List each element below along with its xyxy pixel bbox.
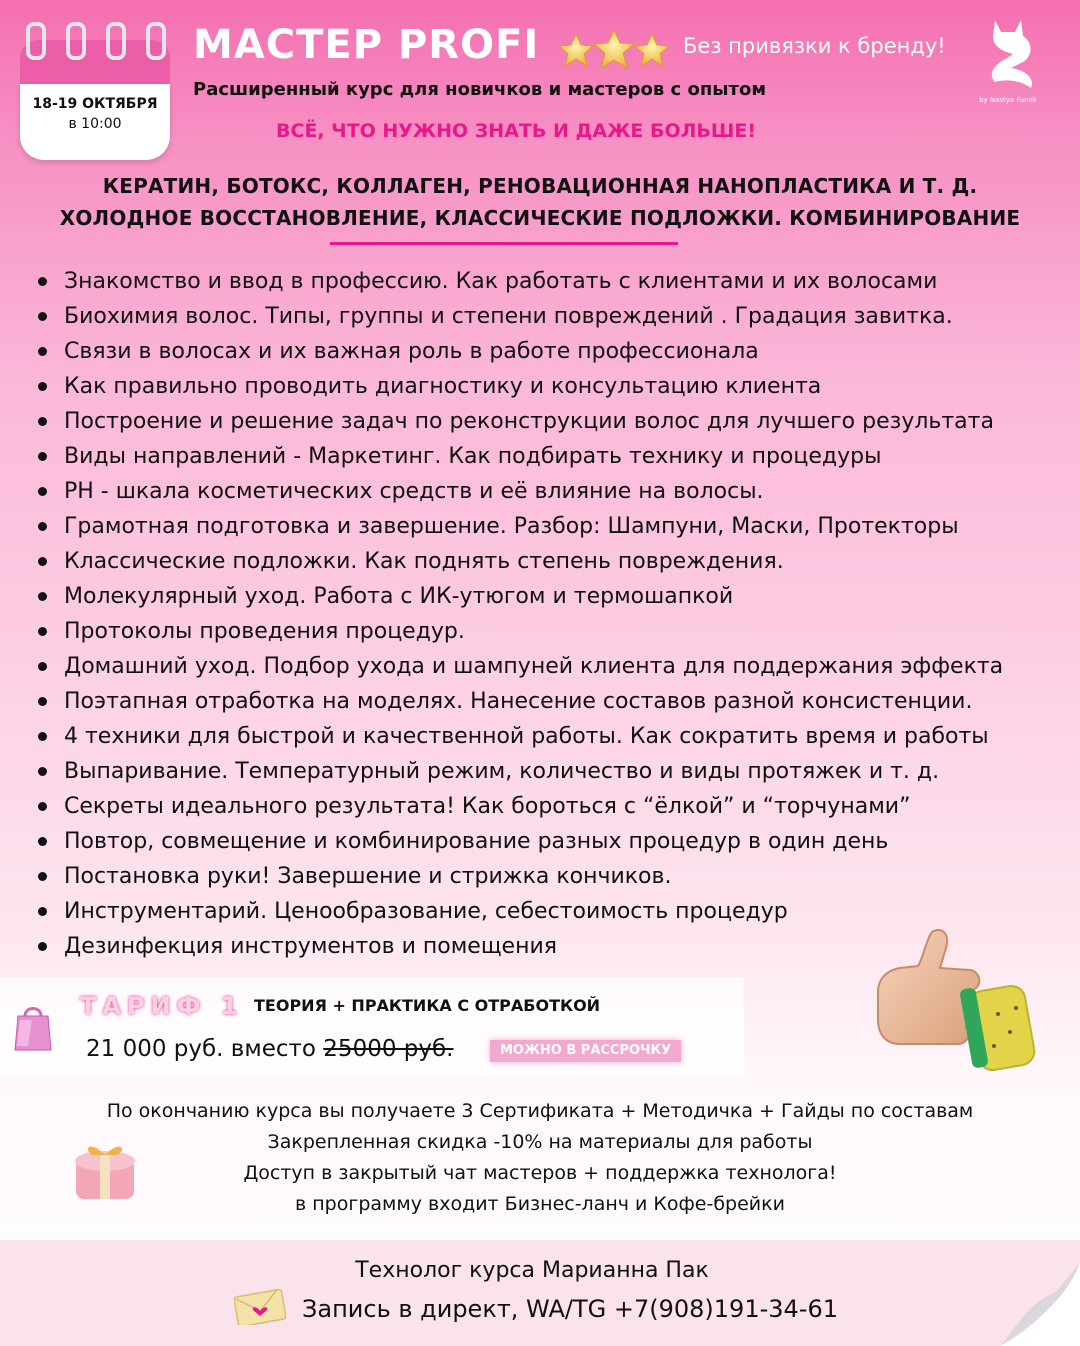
- bullet-icon: [38, 697, 47, 706]
- program-item: [28, 789, 1068, 824]
- program-item: [28, 684, 1068, 719]
- tariff-description: ТЕОРИЯ + ПРАКТИКА С ОТРАБОТКОЙ: [254, 996, 601, 1015]
- program-item-text: Домашний уход. Подбор ухода и шампуней клиента для поддержания эффекта: [64, 653, 1004, 679]
- contact-info[interactable]: Запись в директ, WA/TG +7(908)191-34-61: [302, 1295, 838, 1323]
- program-item-text: Знакомство и ввод в профессию. Как работать с клиентами и их волосами: [64, 268, 938, 294]
- bullet-icon: [38, 382, 47, 391]
- course-title: МАСТЕР PROFI: [193, 22, 540, 68]
- bullet-icon: [38, 487, 47, 496]
- logo-caption: by Nastya Fanek: [979, 96, 1037, 104]
- program-item-text: Повтор, совмещение и комбинирование разных процедур в один день: [64, 828, 889, 854]
- program-item: [28, 264, 1068, 299]
- technologist-name: Технолог курса Марианна Пак: [355, 1258, 709, 1283]
- program-item-text: Секреты идеального результата! Как бороться с “ёлкой” и “торчунами”: [64, 793, 911, 819]
- program-item: [28, 369, 1068, 404]
- program-item: [28, 579, 1068, 614]
- tariff-price: [86, 1036, 453, 1062]
- topics-line-2: ХОЛОДНОЕ ВОССТАНОВЛЕНИЕ, КЛАССИЧЕСКИЕ ПОДЛОЖКИ. КОМБИНИРОВАНИЕ: [59, 206, 1021, 230]
- bullet-icon: [38, 907, 47, 916]
- program-item: [28, 474, 1068, 509]
- program-item: [28, 824, 1068, 859]
- program-item-text: PH - шкала косметических средств и её влияние на волосы.: [64, 478, 764, 504]
- envelope-icon: [234, 1289, 286, 1325]
- topics-line-1: КЕРАТИН, БОТОКС, КОЛЛАГЕН, РЕНОВАЦИОННАЯ НАНОПЛАСТИКА И Т. Д.: [102, 174, 978, 198]
- program-item-text: Биохимия волос. Типы, группы и степени повреждений . Градация завитка.: [64, 303, 953, 329]
- program-item-text: Молекулярный уход. Работа с ИК-утюгом и термошапкой: [64, 583, 734, 609]
- bullet-icon: [38, 277, 47, 286]
- program-list: [28, 264, 1068, 964]
- program-item-text: Поэтапная отработка на моделях. Нанесение составов разной консистенции.: [64, 688, 973, 714]
- program-item-text: Как правильно проводить диагностику и консультацию клиента: [64, 373, 822, 399]
- course-subtitle: Расширенный курс для новичков и мастеров с опытом: [193, 79, 767, 100]
- program-item-text: Построение и решение задач по реконструкции волос для лучшего результата: [64, 408, 994, 434]
- course-headline: ВСЁ, ЧТО НУЖНО ЗНАТЬ И ДАЖЕ БОЛЬШЕ!: [276, 120, 756, 142]
- stars-icon: [556, 28, 672, 72]
- program-item: [28, 404, 1068, 439]
- program-item: [28, 439, 1068, 474]
- fox-logo-icon: [965, 12, 1051, 104]
- program-item: [28, 649, 1068, 684]
- program-item-text: Виды направлений - Маркетинг. Как подбирать технику и процедуры: [64, 443, 882, 469]
- program-item-text: Постановка руки! Завершение и стрижка кончиков.: [64, 863, 672, 889]
- bullet-icon: [38, 627, 47, 636]
- program-item-text: Грамотная подготовка и завершение. Разбор: Шампуни, Маски, Протекторы: [64, 513, 959, 539]
- bullet-icon: [38, 452, 47, 461]
- bullet-icon: [38, 942, 47, 951]
- program-item: [28, 719, 1068, 754]
- bonus-line: Закрепленная скидка -10% на материалы для работы: [267, 1131, 813, 1153]
- bullet-icon: [38, 592, 47, 601]
- program-item: [28, 299, 1068, 334]
- bonuses-block: [0, 1096, 1080, 1220]
- bullet-icon: [38, 662, 47, 671]
- program-item: [28, 859, 1068, 894]
- bonus-line: в программу входит Бизнес-ланч и Кофе-брейки: [295, 1193, 785, 1215]
- footer-panel: [0, 1240, 1080, 1346]
- thumbs-up-icon: [870, 922, 1040, 1072]
- program-item-text: Выпаривание. Температурный режим, количество и виды протяжек и т. д.: [64, 758, 940, 784]
- bonus-line: Доступ в закрытый чат мастеров + поддержка технолога!: [243, 1162, 837, 1184]
- event-date: 18-19 ОКТЯБРЯ: [32, 96, 158, 112]
- bonus-line: По окончанию курса вы получаете 3 Сертификата + Методичка + Гайды по составам: [106, 1100, 974, 1122]
- program-item: [28, 544, 1068, 579]
- event-time: в 10:00: [68, 116, 122, 132]
- bullet-icon: [38, 837, 47, 846]
- program-item-text: Связи в волосах и их важная роль в работе профессионала: [64, 338, 759, 364]
- installment-badge: МОЖНО В РАССРОЧКУ: [490, 1040, 681, 1062]
- bullet-icon: [38, 347, 47, 356]
- bullet-icon: [38, 802, 47, 811]
- bullet-icon: [38, 417, 47, 426]
- brand-tagline: Без привязки к бренду!: [683, 34, 946, 58]
- program-item-text: Классические подложки. Как поднять степень повреждения.: [64, 548, 784, 574]
- program-item: [28, 334, 1068, 369]
- bullet-icon: [38, 872, 47, 881]
- program-item: [28, 754, 1068, 789]
- section-divider: [330, 242, 678, 245]
- page-curl: [1000, 1262, 1080, 1346]
- current-price: 21 000 руб. вместо: [86, 1036, 324, 1062]
- topics-block: [0, 170, 1080, 234]
- shopping-bag-icon: [14, 1002, 52, 1052]
- bullet-icon: [38, 312, 47, 321]
- program-item-text: Протоколы проведения процедур.: [64, 618, 465, 644]
- bullet-icon: [38, 732, 47, 741]
- program-item-text: Инструментарий. Ценообразование, себестоимость процедур: [64, 898, 788, 924]
- program-item: [28, 509, 1068, 544]
- bullet-icon: [38, 767, 47, 776]
- bullet-icon: [38, 522, 47, 531]
- program-item-text: 4 техники для быстрой и качественной работы. Как сократить время и работы: [64, 723, 989, 749]
- program-item: [28, 614, 1068, 649]
- program-item-text: Дезинфекция инструментов и помещения: [64, 933, 558, 959]
- bullet-icon: [38, 557, 47, 566]
- tariff-label: ТАРИФ 1: [80, 992, 244, 1020]
- old-price: 25000 руб.: [323, 1036, 454, 1062]
